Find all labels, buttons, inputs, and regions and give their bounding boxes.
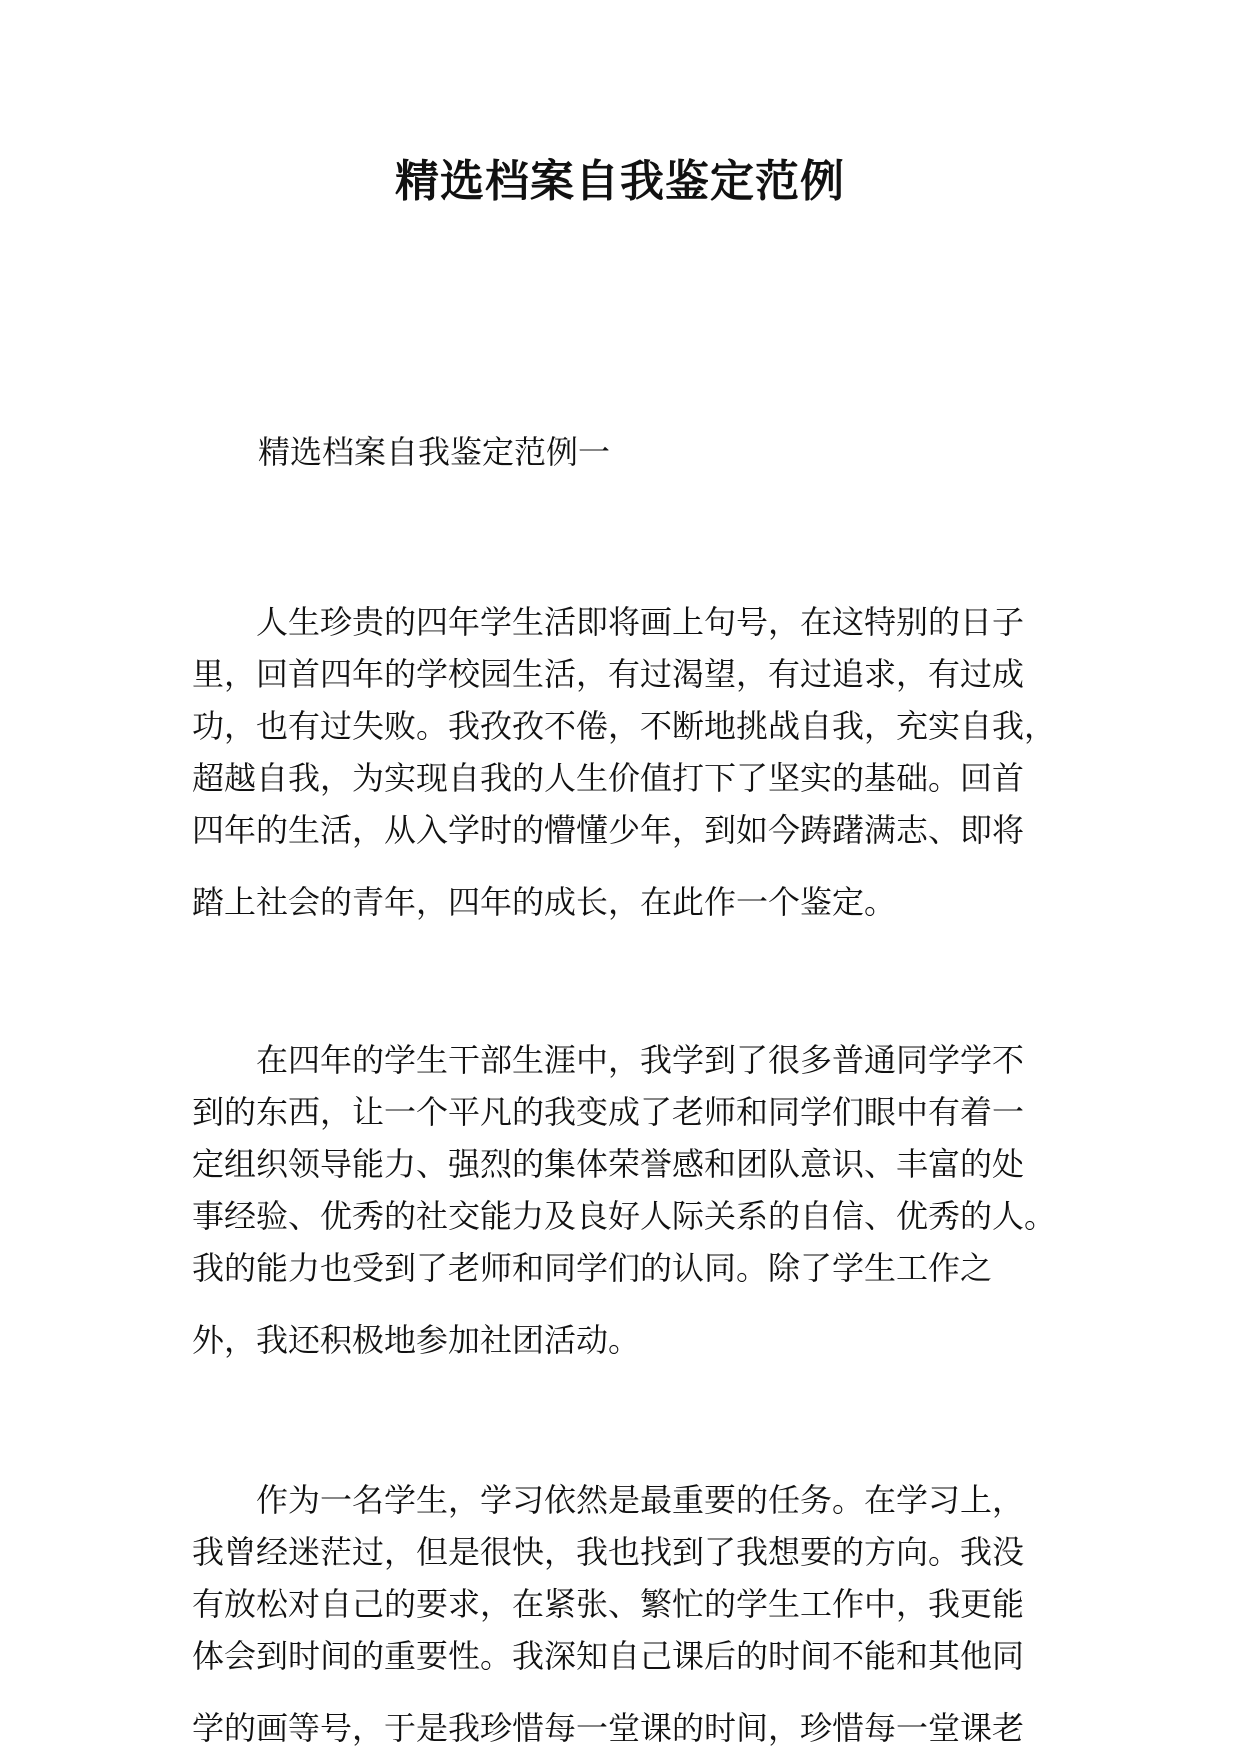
- paragraph-line: 功，也有过失败。我孜孜不倦，不断地挑战自我，充实自我，: [192, 707, 1057, 745]
- document-title: 精选档案自我鉴定范例: [395, 156, 845, 207]
- paragraph-3: [192, 1474, 1062, 1754]
- paragraph-line: 超越自我，为实现自我的人生价值打下了坚实的基础。回首: [192, 759, 1025, 797]
- paragraph-line: 人生珍贵的四年学生活即将画上句号，在这特别的日子: [192, 603, 1025, 641]
- paragraph-2: [192, 1034, 1062, 1366]
- paragraph-1: [192, 596, 1062, 928]
- paragraph-line: 作为一名学生，学习依然是最重要的任务。在学习上，: [192, 1481, 1025, 1519]
- paragraph-line: 里，回首四年的学校园生活，有过渴望，有过追求，有过成: [192, 655, 1025, 693]
- paragraph-line: 四年的生活，从入学时的懵懂少年，到如今踌躇满志、即将: [192, 811, 1025, 849]
- paragraph-line: 体会到时间的重要性。我深知自己课后的时间不能和其他同: [192, 1637, 1025, 1675]
- paragraph-line: 踏上社会的青年，四年的成长，在此作一个鉴定。: [192, 883, 897, 921]
- paragraph-line: 定组织领导能力、强烈的集体荣誉感和团队意识、丰富的处: [192, 1145, 1025, 1183]
- paragraph-line: 外，我还积极地参加社团活动。: [192, 1321, 641, 1359]
- paragraph-line: 我的能力也受到了老师和同学们的认同。除了学生工作之: [192, 1249, 993, 1287]
- paragraph-line: 到的东西，让一个平凡的我变成了老师和同学们眼中有着一: [192, 1093, 1025, 1131]
- paragraph-line: 学的画等号，于是我珍惜每一堂课的时间，珍惜每一堂课老: [192, 1709, 1025, 1747]
- paragraph-line: 在四年的学生干部生涯中，我学到了很多普通同学学不: [192, 1041, 1025, 1079]
- paragraph-line: 我曾经迷茫过，但是很快，我也找到了我想要的方向。我没: [192, 1533, 1025, 1571]
- section-heading: 精选档案自我鉴定范例一: [258, 433, 611, 471]
- paragraph-line: 事经验、优秀的社交能力及良好人际关系的自信、优秀的人。: [192, 1197, 1057, 1235]
- paragraph-line: 有放松对自己的要求，在紧张、繁忙的学生工作中，我更能: [192, 1585, 1025, 1623]
